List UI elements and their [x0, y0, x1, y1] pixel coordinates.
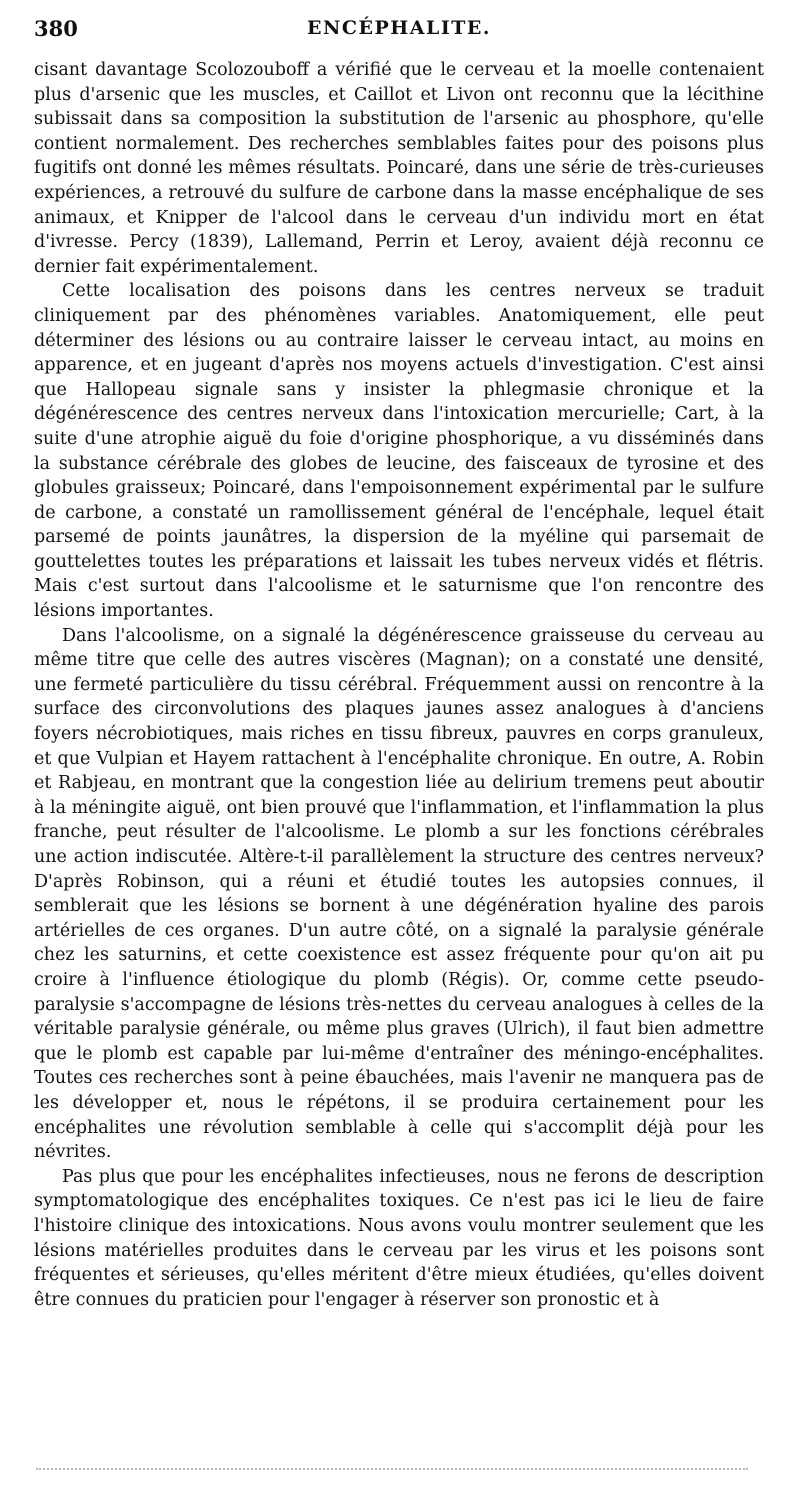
paragraph-conclusion: Pas plus que pour les encéphalites infectieuses, nous ne ferons de description symptomatologique des encéphalites toxiques. Ce n'est pas ici le lieu de faire l'histoire clinique des intoxications. Nous avons voulu montrer seulement que les lésions matérielles produites dans le cerveau par les virus et les poisons sont fréquentes et sérieuses, qu'elles méritent d'être mieux étudiées, qu'elles doivent être connues du praticien pour l'engager à réserver son pronostic et à: [34, 1166, 764, 1310]
paragraph-alcoolisme: Dans l'alcoolisme, on a signalé la dégénérescence graisseuse du cerveau au même titre que celle des autres viscères (Magnan); on a constaté une densité, une fermeté particulière du tissu cérébral. Fréquemment aussi on rencontre à la surface des circonvolutions des plaques jaunes assez analogues à d'anciens foyers nécrobiotiques, mais riches en tissu fibreux, pauvres en corps granuleux, et que Vulpian et Hayem rattachent à l'encéphalite chronique. En outre, A. Robin et Rabjeau, en montrant que la congestion liée au delirium tremens peut aboutir à la méningite aiguë, ont bien prouvé que l'inflammation, et l'inflammation la plus franche, peut résulter de l'alcoolisme. Le plomb a sur les fonctions cérébrales une action indiscutée. Altère-t-il parallèlement la structure des centres nerveux? D'après Robinson, qui a réuni et étudié toutes les autopsies connues, il semblerait que les lésions se bornent à une dégénération hyaline des parois artérielles de ces organes. D'un autre côté, on a signalé la paralysie générale chez les saturnins, et cette coexistence est assez fréquente pour qu'on ait pu croire à l'influence étiologique du plomb (Régis). Or, comme cette pseudo-paralysie s'accompagne de lésions très-nettes du cerveau analogues à celles de la véritable paralysie générale, ou même plus graves (Ulrich), il faut bien admettre que le plomb est capable par lui-même d'entraîner des méningo-encéphalites. Toutes ces recherches sont à peine ébauchées, mais l'avenir ne manquera pas de les développer et, nous le répétons, il se produira certainement pour les encéphalites une révolution semblable à celle qui s'accomplit déjà pour les névrites.: [34, 625, 764, 1163]
footer-rule: [36, 1468, 748, 1470]
page-header: [34, 16, 764, 46]
running-title: ENCÉPHALITE.: [307, 17, 491, 39]
paragraph-continuation: cisant davantage Scolozouboff a vérifié que le cerveau et la moelle contenaient plus d'arsenic que les muscles, et Caillot et Livon ont reconnu que la lécithine subissait dans sa composition la substitution de l'arsenic au phosphore, qu'elle contient normalement. Des recherches semblables faites pour des poisons plus fugitifs ont donné les mêmes résultats. Poincaré, dans une série de très-curieuses expériences, a retrouvé du sulfure de carbone dans la masse encéphalique de ses animaux, et Knipper de l'alcool dans le cerveau d'un individu mort en état d'ivresse. Percy (1839), Lallemand, Perrin et Leroy, avaient déjà reconnu ce dernier fait expérimentalement.: [34, 60, 764, 277]
body-text: [34, 58, 764, 1312]
paragraph-localisation: Cette localisation des poisons dans les centres nerveux se traduit cliniquement par des phénomènes variables. Anatomiquement, elle peut déterminer des lésions ou au contraire laisser le cerveau intact, au moins en apparence, et en jugeant d'après nos moyens actuels d'investigation. C'est ainsi que Hallopeau signale sans y insister la phlegmasie chronique et la dégénérescence des centres nerveux dans l'intoxication mercurielle; Cart, à la suite d'une atrophie aiguë du foie d'origine phosphorique, a vu disséminés dans la substance cérébrale des globes de leucine, des faisceaux de tyrosine et des globules graisseux; Poincaré, dans l'empoisonnement expérimental par le sulfure de carbone, a constaté un ramollissement général de l'encéphale, lequel était parsemé de points jaunâtres, la dispersion de la myéline qui parsemait de gouttelettes toutes les préparations et laissait les tubes nerveux vidés et flétris. Mais c'est surtout dans l'alcoolisme et le saturnisme que l'on rencontre des lésions importantes.: [34, 281, 764, 622]
page-number: 380: [34, 16, 78, 41]
